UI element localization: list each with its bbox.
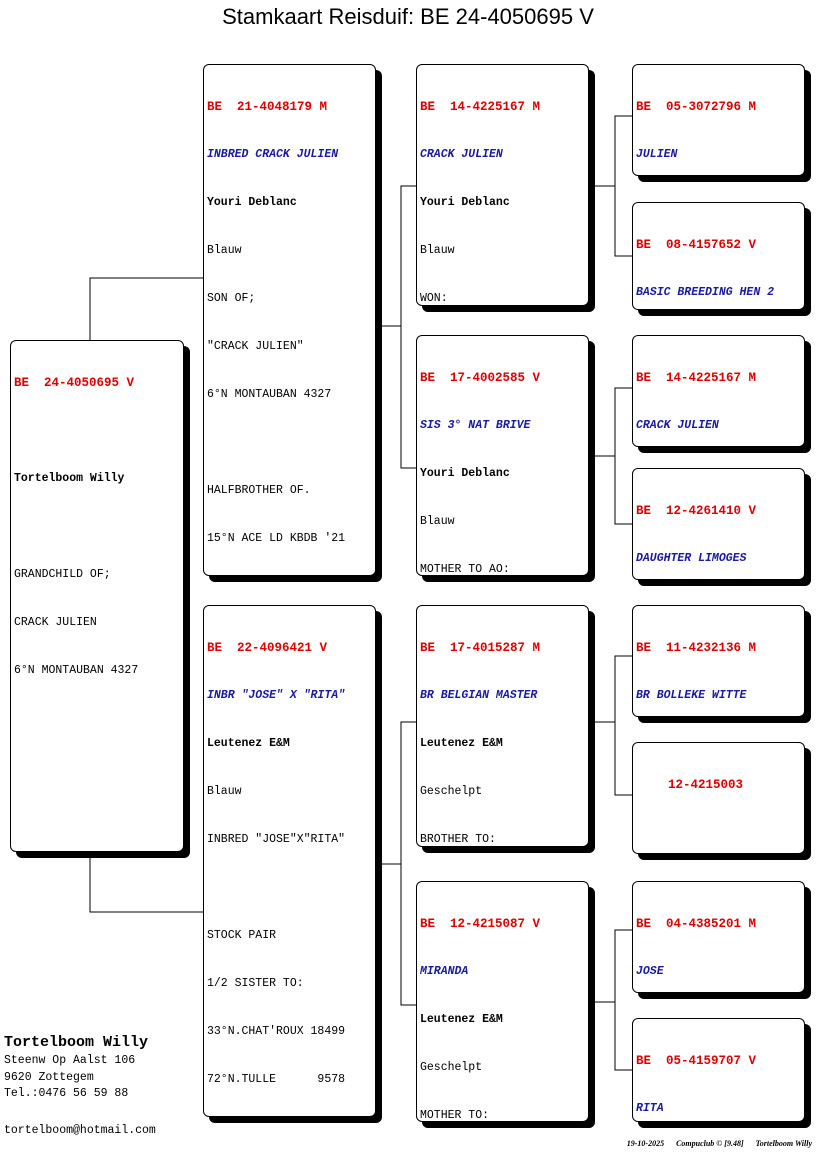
subject-line: CRACK JULIEN bbox=[14, 616, 97, 629]
sire-line: "CRACK JULIEN" bbox=[207, 340, 304, 353]
subject-line bbox=[14, 519, 180, 535]
dds-ring-number: BE 04-4385201 M bbox=[636, 917, 757, 931]
dss-ring-number: BE 11-4232136 M bbox=[636, 641, 757, 655]
ds-line: BROTHER TO: bbox=[420, 833, 496, 846]
ddd-name: RITA bbox=[636, 1102, 664, 1115]
sire-name: INBRED CRACK JULIEN bbox=[207, 148, 339, 161]
sd-line: Blauw bbox=[420, 515, 455, 528]
dam-name: INBR "JOSE" X "RITA" bbox=[207, 689, 346, 702]
sire-dam-sire-card[interactable] bbox=[632, 335, 805, 447]
ddd-ring-number: BE 05-4159707 V bbox=[636, 1054, 757, 1068]
dd-line: Geschelpt bbox=[420, 1061, 483, 1074]
sd-name: SIS 3° NAT BRIVE bbox=[420, 419, 531, 432]
dam-line: 72°N.TULLE 9578 bbox=[207, 1073, 346, 1086]
breeder-address: Steenw Op Aalst 106 bbox=[4, 1054, 136, 1067]
ds-ring-number: BE 17-4015287 M bbox=[420, 641, 541, 655]
breeder-info bbox=[4, 1033, 148, 1103]
breeder-email[interactable]: tortelboom@hotmail.com bbox=[4, 1124, 156, 1137]
ds-line: Geschelpt bbox=[420, 785, 483, 798]
ssd-name: BASIC BREEDING HEN 2 bbox=[636, 286, 775, 299]
sire-line: 15°N ACE LD KBDB '21 bbox=[207, 532, 346, 545]
dam-dam-sire-card[interactable] bbox=[632, 881, 805, 993]
sire-line: SON OF; bbox=[207, 292, 256, 305]
subject-line: GRANDCHILD OF; bbox=[14, 568, 111, 581]
dd-ring-number: BE 12-4215087 V bbox=[420, 917, 541, 931]
ssd-ring-number: BE 08-4157652 V bbox=[636, 238, 757, 252]
sd-owner: Youri Deblanc bbox=[420, 467, 510, 480]
sire-sire-sire-card[interactable] bbox=[632, 64, 805, 176]
dam-line: INBRED "JOSE"X"RITA" bbox=[207, 833, 346, 846]
dam-sire-card[interactable] bbox=[416, 605, 589, 847]
page-title: Stamkaart Reisduif: BE 24-4050695 V bbox=[222, 4, 594, 29]
footer-date: 19-10-2025 bbox=[626, 1139, 665, 1148]
subject-line: 6°N MONTAUBAN 4327 bbox=[14, 664, 139, 677]
sire-sire-card[interactable] bbox=[416, 64, 589, 306]
footer-owner: Tortelboom Willy bbox=[755, 1139, 812, 1148]
dam-line: 33°N.CHAT'ROUX 18499 bbox=[207, 1025, 346, 1038]
subject-ring-number: BE 24-4050695 V bbox=[14, 376, 135, 390]
subject-owner: Tortelboom Willy bbox=[14, 472, 125, 485]
ds-name: BR BELGIAN MASTER bbox=[420, 689, 538, 702]
sd-line: MOTHER TO AO: bbox=[420, 563, 510, 576]
sd-ring-number: BE 17-4002585 V bbox=[420, 371, 541, 385]
ss-ring-number: BE 14-4225167 M bbox=[420, 100, 541, 114]
dam-card[interactable] bbox=[203, 605, 376, 1117]
dam-line: STOCK PAIR bbox=[207, 929, 277, 942]
ss-line: Blauw bbox=[420, 244, 455, 257]
breeder-phone: Tel.:0476 56 59 88 bbox=[4, 1087, 129, 1100]
sss-name: JULIEN bbox=[636, 148, 678, 161]
dsd-ring-number: 12-4215003 bbox=[668, 778, 744, 792]
dam-line: Blauw bbox=[207, 785, 242, 798]
dam-line bbox=[207, 880, 372, 896]
sire-owner: Youri Deblanc bbox=[207, 196, 297, 209]
sire-line: HALFBROTHER OF. bbox=[207, 484, 311, 497]
sire-line: 6°N MONTAUBAN 4327 bbox=[207, 388, 332, 401]
spacer bbox=[14, 423, 180, 439]
dam-sire-dam-card[interactable] bbox=[632, 742, 805, 854]
sdd-ring-number: BE 12-4261410 V bbox=[636, 504, 757, 518]
sire-line bbox=[207, 435, 372, 451]
sire-dam-card[interactable] bbox=[416, 335, 589, 576]
sire-ring-number: BE 21-4048179 M bbox=[207, 100, 328, 114]
sds-name: CRACK JULIEN bbox=[636, 419, 719, 432]
ss-name: CRACK JULIEN bbox=[420, 148, 503, 161]
dam-owner: Leutenez E&M bbox=[207, 737, 290, 750]
sdd-name: DAUGHTER LIMOGES bbox=[636, 552, 747, 565]
ss-line: WON: bbox=[420, 292, 448, 305]
dss-name: BR BOLLEKE WITTE bbox=[636, 689, 747, 702]
dd-line: MOTHER TO: bbox=[420, 1109, 490, 1122]
sire-card[interactable] bbox=[203, 64, 376, 576]
dd-owner: Leutenez E&M bbox=[420, 1013, 503, 1026]
sds-ring-number: BE 14-4225167 M bbox=[636, 371, 757, 385]
breeder-city: 9620 Zottegem bbox=[4, 1070, 94, 1084]
sire-line: Blauw bbox=[207, 244, 242, 257]
ds-owner: Leutenez E&M bbox=[420, 737, 503, 750]
ss-owner: Youri Deblanc bbox=[420, 196, 510, 209]
sire-dam-dam-card[interactable] bbox=[632, 468, 805, 580]
dam-dam-dam-card[interactable] bbox=[632, 1018, 805, 1122]
dd-name: MIRANDA bbox=[420, 965, 469, 978]
dam-ring-number: BE 22-4096421 V bbox=[207, 641, 328, 655]
dds-name: JOSE bbox=[636, 965, 664, 978]
footer bbox=[617, 1139, 812, 1148]
dam-line: 1/2 SISTER TO: bbox=[207, 977, 304, 990]
breeder-name: Tortelboom Willy bbox=[4, 1034, 149, 1051]
sire-sire-dam-card[interactable] bbox=[632, 202, 805, 310]
subject-card[interactable] bbox=[10, 340, 184, 852]
dam-dam-card[interactable] bbox=[416, 881, 589, 1122]
sss-ring-number: BE 05-3072796 M bbox=[636, 100, 757, 114]
footer-software: Compuclub © [9.48] bbox=[676, 1139, 744, 1148]
dam-sire-sire-card[interactable] bbox=[632, 605, 805, 717]
